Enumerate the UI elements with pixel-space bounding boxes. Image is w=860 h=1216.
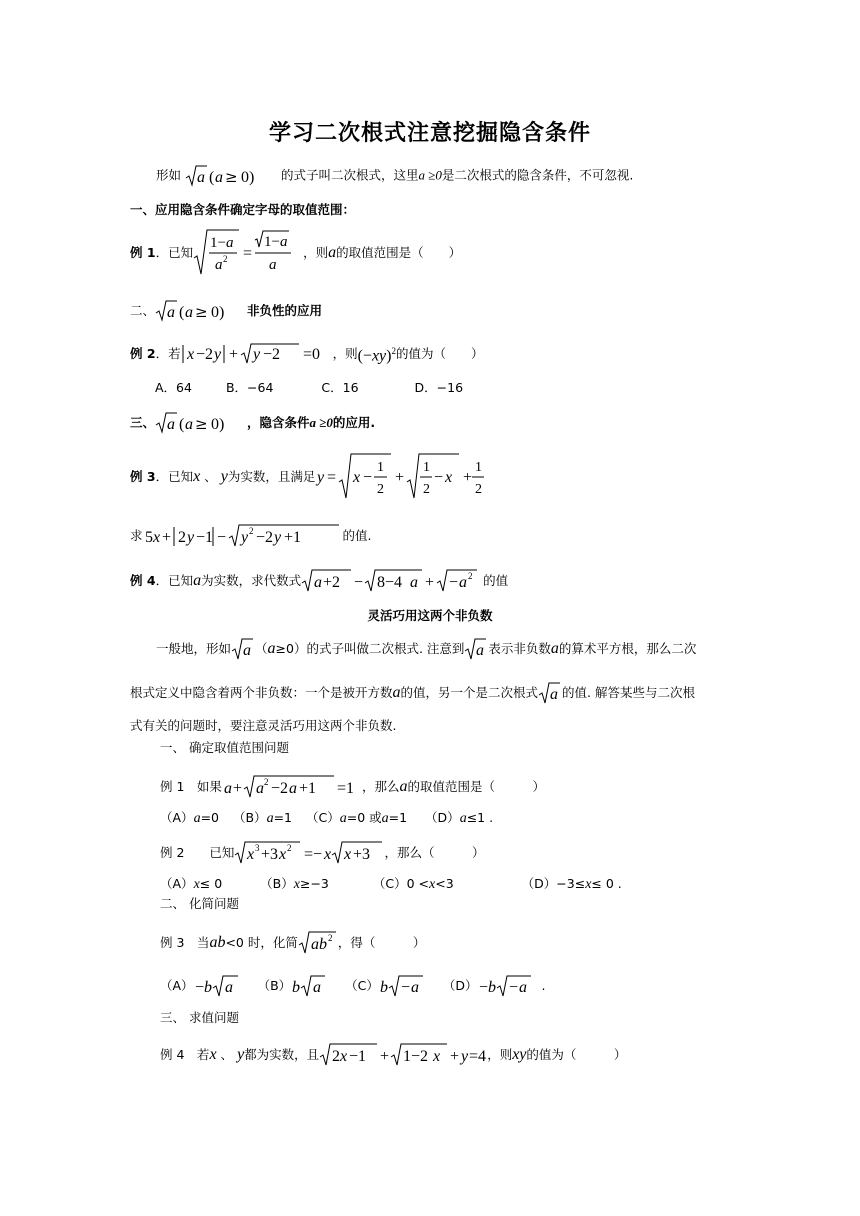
- svg-text:a: a: [167, 304, 176, 321]
- example-3-line2: 求 5 x + 2 y −1 − y 2 −2 y +1 的值.: [130, 523, 372, 549]
- intro-line: 形如 a ( a ≥ 0) 的式子叫二次根式，这里a ≥0是二次根式的隐含条件，不可忽视.: [156, 163, 633, 189]
- svg-text:2: 2: [468, 571, 473, 581]
- svg-text:−: −: [400, 979, 410, 996]
- paragraph-line-2: 根式定义中隐含着两个非负数：一个是被开方数 a 的值，另一个是二次根式 a 的值. 解答某些与二次根: [130, 680, 695, 706]
- option-a[interactable]: A．64: [155, 380, 192, 395]
- svg-text:−2: −2: [195, 345, 213, 363]
- svg-text:0): 0): [241, 169, 255, 186]
- svg-text:+: +: [425, 574, 435, 591]
- sqrt-a-inline: [231, 636, 255, 662]
- problem-2-options: [160, 874, 622, 895]
- svg-text:1−: 1−: [264, 234, 281, 250]
- svg-text:a: a: [167, 416, 176, 433]
- svg-text:a: a: [185, 304, 194, 321]
- svg-text:+3: +3: [261, 846, 279, 863]
- svg-text:2: 2: [263, 777, 269, 787]
- svg-text:+: +: [380, 1048, 390, 1065]
- svg-text:+: +: [232, 780, 242, 797]
- p1-option-b[interactable]: （B）a=1: [232, 810, 292, 826]
- svg-text:=: =: [243, 245, 253, 262]
- svg-text:8−4: 8−4: [377, 574, 403, 591]
- svg-text:a: a: [288, 780, 297, 797]
- svg-text:2: 2: [177, 529, 186, 546]
- svg-text:2: 2: [377, 482, 385, 497]
- svg-text:y: y: [273, 529, 281, 546]
- p3-option-c[interactable]: （C） b − a: [345, 974, 425, 998]
- topic-2-heading: 二、 化简问题: [160, 896, 239, 911]
- svg-text:−1: −1: [195, 529, 213, 546]
- paragraph-line-3: 式有关的问题时，要注意灵活巧用这两个非负数.: [130, 718, 397, 733]
- svg-text:−: −: [363, 469, 373, 486]
- svg-text:x: x: [247, 846, 255, 863]
- svg-text:y: y: [252, 345, 260, 363]
- problem-4: 例 4 若 x 、 y 都为实数，且 2 x −1 + 1−2 x + y =4 ，则 xy 的值为（ ）: [160, 1042, 626, 1068]
- svg-text:−: −: [194, 979, 204, 996]
- svg-text:2: 2: [223, 254, 228, 264]
- svg-text:x: x: [445, 469, 453, 486]
- svg-text:2: 2: [423, 482, 431, 497]
- section-subtitle: 灵活巧用这两个非负数: [367, 608, 493, 623]
- p2-option-b[interactable]: （B）x≥−3: [260, 876, 329, 892]
- example-1: 例 1 ．已知 1− a a 2 = 1− a a ，则 a 的取值范围是（ ）: [130, 228, 461, 278]
- example-3: 例 3 ．已知 x 、 y 为实数，且满足 y = x − 1 2 + 1 2 − x + 1 2: [130, 452, 485, 502]
- svg-text:x: x: [433, 1048, 441, 1065]
- option-b[interactable]: B．−64: [225, 380, 274, 395]
- svg-text:+: +: [161, 529, 171, 546]
- p2-option-a[interactable]: （A）x≤ 0: [160, 876, 223, 892]
- svg-text:a: a: [518, 979, 527, 996]
- neg-b-sqrt-neg-a: [478, 974, 534, 998]
- sqrt-ab2: [298, 930, 338, 956]
- option-c[interactable]: C．16: [321, 380, 359, 395]
- svg-text:1: 1: [423, 460, 431, 475]
- b-sqrt-neg-a: [379, 974, 425, 998]
- p1-option-a[interactable]: （A）a=0: [160, 810, 219, 826]
- svg-text:2: 2: [475, 482, 483, 497]
- svg-text:−2: −2: [255, 529, 273, 546]
- svg-text:a: a: [243, 642, 252, 659]
- svg-text:0): 0): [211, 416, 225, 433]
- example-2: 例 2 ．若 x −2 y + y −2 =0 ，则 $(-xy)^2$ 的值为（ ）: [130, 341, 484, 366]
- svg-text:−2: −2: [262, 345, 280, 363]
- svg-text:≥: ≥: [195, 303, 208, 321]
- topic-1-heading: 一、 确定取值范围问题: [160, 740, 289, 755]
- svg-text:=4: =4: [469, 1048, 487, 1065]
- svg-text:−: −: [478, 979, 488, 996]
- svg-text:a: a: [269, 257, 277, 273]
- svg-text:2: 2: [332, 1048, 341, 1065]
- svg-text:y: y: [461, 1048, 469, 1065]
- problem-1-equation: [222, 774, 362, 800]
- sqrt-a-inline: [464, 636, 488, 662]
- svg-text:+3: +3: [353, 846, 371, 863]
- svg-text:1: 1: [377, 460, 385, 475]
- section-3-heading: 三、 a ( a ≥ 0) ，隐含条件 a ≥0 的应用.: [130, 410, 375, 436]
- svg-text:2: 2: [287, 843, 292, 853]
- svg-text:+1: +1: [283, 529, 301, 546]
- svg-text:a: a: [215, 169, 223, 186]
- problem-2-equation: [234, 840, 384, 866]
- p2-option-c[interactable]: （C）0 <x<3: [372, 876, 454, 892]
- svg-text:+: +: [395, 469, 405, 486]
- svg-text:2: 2: [248, 526, 254, 536]
- svg-text:x: x: [344, 846, 352, 863]
- b-sqrt-a: [291, 974, 327, 998]
- svg-text:b: b: [203, 979, 212, 996]
- svg-text:x: x: [324, 846, 332, 863]
- neg-xy-squared: $(-xy)^2$: [357, 346, 396, 365]
- svg-text:1−: 1−: [210, 235, 227, 251]
- problem-4-equation: [319, 1042, 487, 1068]
- sqrt-a-formula: [185, 163, 277, 189]
- ex3-expression: [143, 523, 339, 549]
- svg-text:−1: −1: [349, 1048, 367, 1065]
- svg-text:a: a: [197, 169, 205, 186]
- svg-text:5: 5: [144, 529, 153, 546]
- svg-text:+2: +2: [323, 574, 341, 591]
- p2-option-d[interactable]: （D）−3≤x≤ 0 .: [521, 876, 622, 892]
- svg-text:2: 2: [327, 933, 333, 943]
- svg-text:a: a: [410, 574, 419, 591]
- svg-text:−: −: [449, 574, 459, 591]
- sqrt-a-formula-2: [155, 298, 247, 324]
- svg-text:x: x: [279, 846, 287, 863]
- svg-text:+1: +1: [298, 780, 316, 797]
- svg-text:y: y: [240, 529, 248, 546]
- p3-option-d[interactable]: （D） − b − a .: [443, 974, 546, 998]
- svg-text:a: a: [314, 574, 323, 591]
- ex2-equation: [181, 342, 333, 366]
- svg-text:x: x: [152, 529, 160, 546]
- svg-text:a: a: [223, 780, 232, 797]
- svg-text:y: y: [317, 469, 325, 486]
- svg-text:a: a: [224, 979, 233, 996]
- svg-text:−: −: [354, 574, 364, 591]
- problem-3: 例 3 当 ab <0 时，化简 ab 2 ，得（ ）: [160, 930, 425, 956]
- p1-option-d[interactable]: （D）a≤1 .: [425, 810, 494, 826]
- svg-text:+: +: [463, 469, 473, 486]
- svg-text:−: −: [434, 469, 444, 486]
- svg-text:=: =: [327, 469, 337, 486]
- option-d[interactable]: D．−16: [414, 380, 464, 395]
- svg-text:x: x: [353, 469, 361, 486]
- svg-text:≥: ≥: [225, 168, 238, 186]
- sqrt-a-formula-3: [155, 410, 247, 436]
- svg-text:a: a: [280, 234, 288, 250]
- sqrt-a-inline: [538, 680, 562, 706]
- svg-text:y: y: [186, 529, 194, 546]
- example-2-options: [155, 378, 497, 398]
- svg-text:a: a: [226, 235, 234, 251]
- svg-text:a: a: [459, 574, 468, 591]
- svg-text:−2: −2: [270, 780, 288, 797]
- problem-3-options: [160, 974, 546, 998]
- svg-text:a: a: [410, 979, 419, 996]
- svg-text:a: a: [215, 257, 223, 273]
- problem-1: 例 1 如果 a + a 2 −2 a +1 =1 ，那么 a 的取值范围是（ ）: [160, 774, 545, 800]
- svg-text:=0: =0: [302, 345, 320, 363]
- problem-1-options: [160, 808, 493, 829]
- svg-text:a: a: [313, 979, 322, 996]
- section-2-heading: 二、 a ( a ≥ 0) 非负性的应用: [130, 298, 322, 324]
- svg-text:≥: ≥: [195, 415, 208, 433]
- svg-text:(: (: [179, 416, 185, 433]
- svg-text:0): 0): [211, 304, 225, 321]
- problem-2: 例 2 已知 x 3 +3 x 2 =− x x +3 ，那么（ ）: [160, 840, 484, 866]
- svg-text:1−2: 1−2: [403, 1048, 429, 1065]
- svg-text:a: a: [476, 642, 485, 659]
- svg-text:=−: =−: [304, 846, 323, 863]
- svg-text:−: −: [216, 529, 226, 546]
- p3-option-a[interactable]: （A） − b a: [160, 974, 240, 998]
- svg-text:3: 3: [255, 843, 260, 853]
- svg-text:+: +: [450, 1048, 460, 1065]
- svg-text:b: b: [379, 979, 388, 996]
- svg-text:a: a: [255, 780, 264, 797]
- svg-text:a: a: [185, 416, 194, 433]
- svg-text:ab: ab: [310, 936, 327, 953]
- paragraph-line-1: 一般地，形如 a （ a ≥0）的式子叫做二次根式. 注意到 a 表示非负数 a 的算术平方根，那么二次: [156, 636, 696, 662]
- svg-text:y: y: [213, 345, 221, 363]
- p1-option-c[interactable]: （C）a=0 或a=1: [305, 810, 408, 826]
- ex4-expression: [301, 568, 479, 594]
- svg-text:b: b: [292, 979, 301, 996]
- section-1-heading: 一、应用隐含条件确定字母的取值范围：: [130, 202, 356, 217]
- topic-3-heading: 三、 求值问题: [160, 1010, 239, 1025]
- p3-option-b[interactable]: （B） b a: [258, 974, 328, 998]
- svg-text:(: (: [179, 304, 185, 321]
- ex3-equation: [315, 452, 485, 502]
- svg-text:a: a: [550, 686, 559, 703]
- example-4: 例 4 ．已知 a 为实数，求代数式 a +2 − 8−4 a + − a 2 的值: [130, 568, 508, 594]
- svg-text:x: x: [186, 345, 194, 363]
- svg-text:+: +: [228, 345, 238, 363]
- svg-text:1: 1: [475, 460, 483, 475]
- svg-text:b: b: [487, 979, 496, 996]
- svg-text:−: −: [508, 979, 518, 996]
- svg-text:x: x: [340, 1048, 348, 1065]
- neg-b-sqrt-a: [194, 974, 240, 998]
- svg-text:=1: =1: [336, 780, 354, 797]
- svg-text:(: (: [209, 169, 215, 186]
- ex1-equation: [193, 228, 303, 278]
- page-title: 学习二次根式注意挖掘隐含条件: [268, 121, 591, 146]
